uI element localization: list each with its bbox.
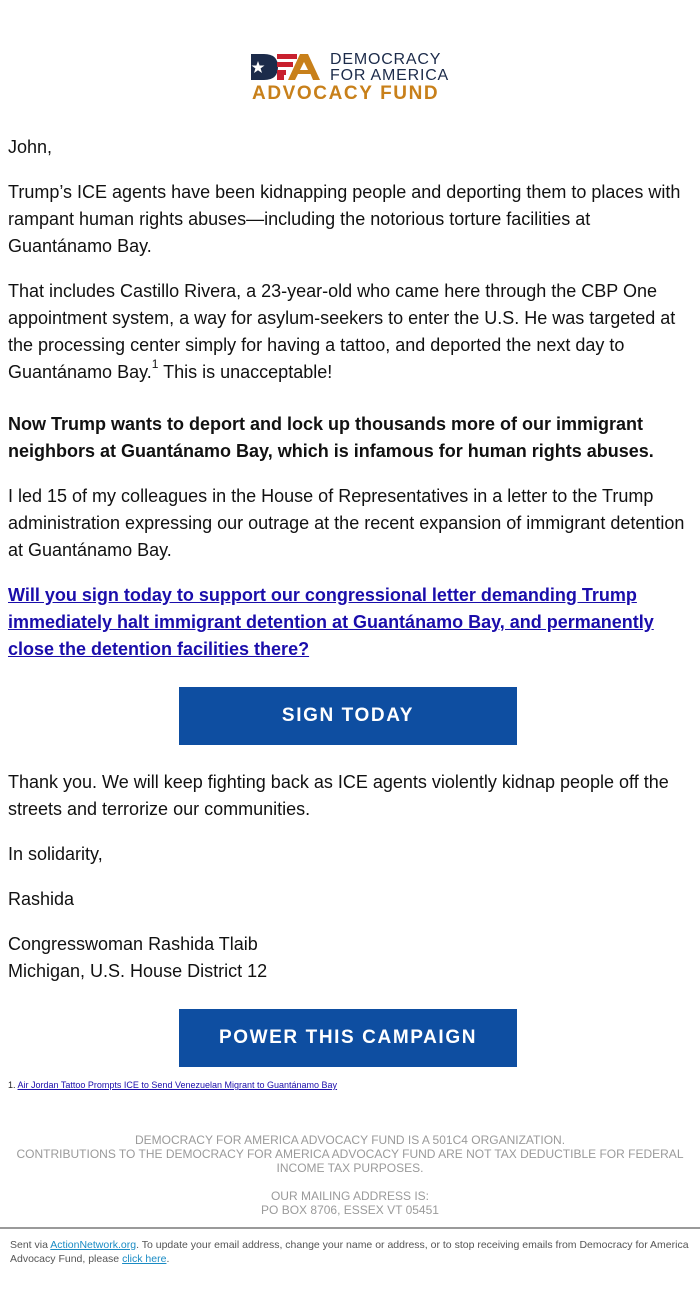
signature-district: Michigan, U.S. House District 12 [8,961,268,981]
paragraph-bold-warning: Now Trump wants to deport and lock up thousands more of our immigrant neighbors at Guantánamo Bay, which is infamous for human rights abuses. [8,414,654,461]
cta-paragraph [8,582,692,663]
paragraph-castillo [8,278,692,386]
mailing-address: PO BOX 8706, ESSEX VT 05451 [261,1203,439,1217]
dfa-logo [250,50,450,105]
footer-divider [0,1227,700,1229]
cta-link[interactable]: Will you sign today to support our congressional letter demanding Trump immediately halt immigrant detention at Guantánamo Bay, and permanently close the detention facilities there? [8,585,654,659]
actionnetwork-link[interactable]: ActionNetwork.org [50,1239,137,1251]
footnote-number: 1. [8,1080,16,1090]
footnote-link[interactable]: Air Jordan Tattoo Prompts ICE to Send Venezuelan Migrant to Guantánamo Bay [17,1080,338,1090]
power-campaign-button[interactable]: POWER THIS CAMPAIGN [179,1009,517,1067]
sign-today-button[interactable]: SIGN TODAY [179,687,517,745]
signature-name: Rashida [8,889,75,909]
paragraph-letter: I led 15 of my colleagues in the House of Representatives in a letter to the Trump administration expressing our outrage at the recent expansion of immigrant detention at Guantánamo Bay. [8,486,685,560]
dfa-logo-icon [250,50,330,84]
paragraph-castillo-text: That includes Castillo Rivera, a 23-year-old who came here through the CBP One appointment system, a way for asylum-seekers to enter the U.S. He was targeted at the processing center simply for having a tattoo, and deported the next day to Guantánamo Bay. [8,281,676,382]
signature-title: Congresswoman Rashida Tlaib [8,934,258,954]
logo-text-democracy: DEMOCRACY [330,51,442,68]
paragraph-intro: Trump’s ICE agents have been kidnapping people and deporting them to places with rampant human rights abuses—including the notorious torture facilities at Guantánamo Bay. [8,182,681,256]
footnote [8,1080,337,1090]
sent-via-footer [10,1238,690,1266]
paragraph-castillo-tail: This is unacceptable! [158,362,333,382]
legal-tax-notice: CONTRIBUTIONS TO THE DEMOCRACY FOR AMERICA ADVOCACY FUND ARE NOT TAX DEDUCTIBLE FOR FEDERAL INCOME TAX PURPOSES. [16,1147,684,1175]
mailing-label: OUR MAILING ADDRESS IS: [270,1189,430,1203]
click-here-link[interactable]: click here [122,1253,167,1265]
greeting: John, [8,137,53,157]
logo-text-for-america: FOR AMERICA [330,67,450,84]
logo-text-advocacy-fund: ADVOCACY FUND [252,83,440,104]
legal-org-status: DEMOCRACY FOR AMERICA ADVOCACY FUND IS A 501C4 ORGANIZATION. [134,1133,566,1147]
footnote-ref: 1 [151,357,159,371]
paragraph-thanks: Thank you. We will keep fighting back as ICE agents violently kidnap people off the streets and terrorize our communities. [8,772,669,819]
unsubscribe-text: . To update your email address, change your name or address, or to stop receiving emails from Democracy for America Advocacy Fund, please [10,1239,689,1265]
closing: In solidarity, [8,844,103,864]
sent-via-label: Sent via [10,1239,51,1251]
footer-period: . [166,1253,170,1265]
